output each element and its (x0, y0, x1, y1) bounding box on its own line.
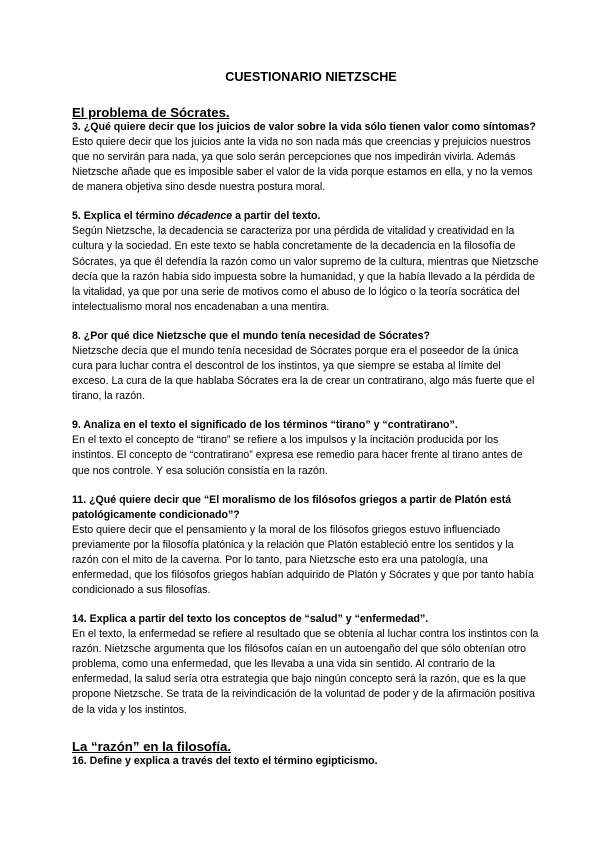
section-la-razon-en-la-filosofia (72, 740, 540, 769)
question-5-term: décadence (177, 210, 233, 223)
question-block-5 (72, 209, 540, 315)
question-block-3 (72, 120, 540, 195)
question-block-14 (72, 612, 540, 718)
answer-14: En el texto, la enfermedad se refiere al resultado que se obtenía al luchar contra los instintos con la razón. Nietzsche argumenta que los filósofos caían en un autoengaño del que sólo obtenían otro problema, como una enfermedad, que les llevaba a una vida sin sentido. Al contrario de la enfermedad, la salud sería otra estrategia que bajo ningún concepto será la razón, que es la que propone Nietzsche. Se trata de la reivindicación de la voluntad de poder y de la afirmación positiva de la vida y los instintos. (72, 628, 539, 716)
question-block-16 (72, 754, 540, 769)
answer-5: Según Nietzsche, la decadencia se caracteriza por una pérdida de vitalidad y creatividad en la cultura y la sociedad. En este texto se habla concretamente de la decadencia en la filosofía de Sócrates, ya que él defendía la razón como un valor supremo de la cultura, mientras que Nietzsche decía que la razón había sido impuesta sobre la humanidad, y que la había llevado a la pérdida de la vitalidad, ya que por una serie de motivos como el abuso de lo lógico o la teoría socrática del intelectualismo moral nos encadenaban a una mentira. (72, 225, 539, 313)
question-5 (72, 209, 540, 224)
answer-11: Esto quiere decir que el pensamiento y la moral de los filósofos griegos estuvo influenciado previamente por la filosofía platónica y la relación que Platón estableció entre los sentidos y la razón con el mito de la caverna. Por lo tanto, para Nietzsche esto era una patología, una enfermedad, que los filósofos griegos habían adquirido de Platón y Sócrates y que por tanto había condicionado a sus filosofías. (72, 523, 534, 596)
section-el-problema-de-socrates (72, 106, 540, 718)
question-5-text-start: 5. Explica el término (72, 210, 178, 223)
question-5-text-end: a partir del texto. (232, 210, 321, 223)
question-9: 9. Analiza en el texto el significado de los términos “tirano” y “contratirano”. (72, 419, 458, 432)
question-block-11 (72, 493, 540, 598)
answer-3: Esto quiere decir que los juicios ante la vida no son nada más que creencias y prejuicios nuestros que no servirán para nada, ya que solo serán percepciones que nos impedirán vivirla. Además Nietzsche añade que es imposible saber el valor de la vida porque estamos en ella, y no la vemos de manera objetiva sino desde nuestra postura moral. (72, 136, 533, 194)
section-heading: El problema de Sócrates. (72, 105, 230, 120)
question-14: 14. Explica a partir del texto los conceptos de “salud” y “enfermedad”. (72, 613, 429, 626)
question-8: 8. ¿Por qué dice Nietzsche que el mundo tenía necesidad de Sócrates? (72, 329, 430, 342)
question-3: 3. ¿Qué quiere decir que los juicios de valor sobre la vida sólo tienen valor como síntomas? (72, 121, 536, 133)
question-11: 11. ¿Qué quiere decir que “El moralismo de los filósofos griegos a partir de Platón está patológicamente condicionado”? (72, 493, 512, 521)
question-block-9 (72, 418, 540, 478)
answer-9: En el texto el concepto de “tirano” se refiere a los impulsos y la incitación producida por los instintos. El concepto de “contratirano” expresa ese remedio para hacer frente al tirano antes de que nos controle. Y esa solución consistía en la razón. (72, 434, 523, 477)
question-16: 16. Define y explica a través del texto el término egipticismo. (72, 754, 378, 767)
answer-8: Nietzsche decía que el mundo tenía necesidad de Sócrates porque era el poseedor de la única cura para luchar contra el descontrol de los instintos, ya que siempre se estaba al límite del exceso. La cura de la que hablaba Sócrates era la de crear un contratirano, algo más fuerte que el tirano, la razón. (72, 344, 535, 403)
page-title: CUESTIONARIO NIETZSCHE (225, 70, 397, 84)
section-heading: La “razón” en la filosofía. (72, 738, 232, 754)
question-block-8 (72, 329, 540, 404)
